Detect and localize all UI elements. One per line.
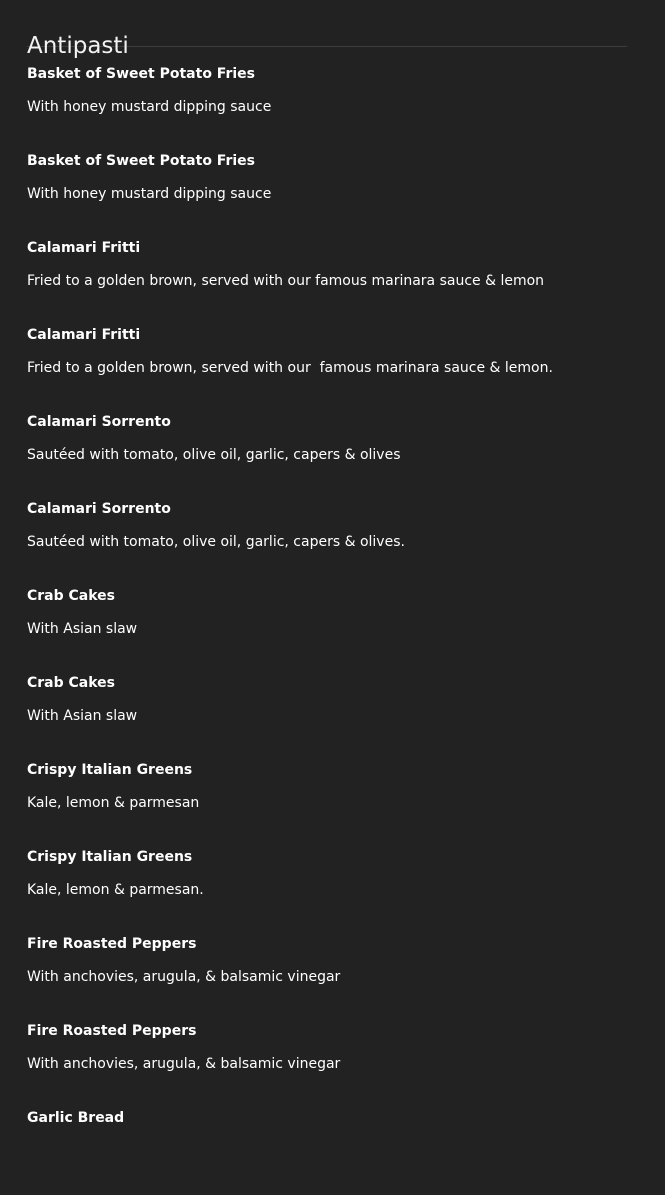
menu-item (27, 151, 627, 238)
menu-item (27, 934, 627, 1021)
menu-item-name: Calamari Sorrento (27, 501, 171, 517)
menu-item-description: Fried to a golden brown, served with our famous marinara sauce & lemon. (27, 360, 553, 376)
menu-item-description: Fried to a golden brown, served with our famous marinara sauce & lemon (27, 273, 545, 289)
menu-item (27, 673, 627, 760)
menu-item-name: Crispy Italian Greens (27, 762, 193, 778)
menu-item (27, 1108, 627, 1195)
menu-item (27, 1021, 627, 1108)
menu-item-name: Calamari Sorrento (27, 414, 171, 430)
menu-item-name: Crab Cakes (27, 588, 116, 604)
menu-item (27, 325, 627, 412)
section-title: Antipasti (27, 0, 627, 47)
menu-item-name: Basket of Sweet Potato Fries (27, 153, 256, 169)
menu-item-description: Sautéed with tomato, olive oil, garlic, capers & olives (27, 447, 401, 463)
menu-item (27, 238, 627, 325)
menu-item-description: Kale, lemon & parmesan (27, 795, 200, 811)
menu-page (27, 0, 627, 1195)
menu-item-description: Kale, lemon & parmesan. (27, 882, 204, 898)
menu-item (27, 412, 627, 499)
menu-item (27, 499, 627, 586)
menu-list (27, 47, 627, 1195)
menu-item-name: Calamari Fritti (27, 240, 141, 256)
menu-item-name: Calamari Fritti (27, 327, 141, 343)
menu-item-name: Crab Cakes (27, 675, 116, 691)
menu-item (27, 847, 627, 934)
menu-item-description: With Asian slaw (27, 621, 138, 637)
menu-item-description: With anchovies, arugula, & balsamic vinegar (27, 969, 341, 985)
menu-item-description: With Asian slaw (27, 708, 138, 724)
menu-item-name: Fire Roasted Peppers (27, 936, 197, 952)
menu-item (27, 760, 627, 847)
menu-item-name: Basket of Sweet Potato Fries (27, 66, 256, 82)
menu-item-description: With honey mustard dipping sauce (27, 186, 272, 202)
menu-item-name: Garlic Bread (27, 1110, 125, 1126)
menu-item-description: With honey mustard dipping sauce (27, 99, 272, 115)
menu-item-description: With anchovies, arugula, & balsamic vinegar (27, 1056, 341, 1072)
menu-item-description: Sautéed with tomato, olive oil, garlic, capers & olives. (27, 534, 405, 550)
menu-item-name: Crispy Italian Greens (27, 849, 193, 865)
menu-item-name: Fire Roasted Peppers (27, 1023, 197, 1039)
menu-item (27, 64, 627, 151)
menu-item (27, 586, 627, 673)
